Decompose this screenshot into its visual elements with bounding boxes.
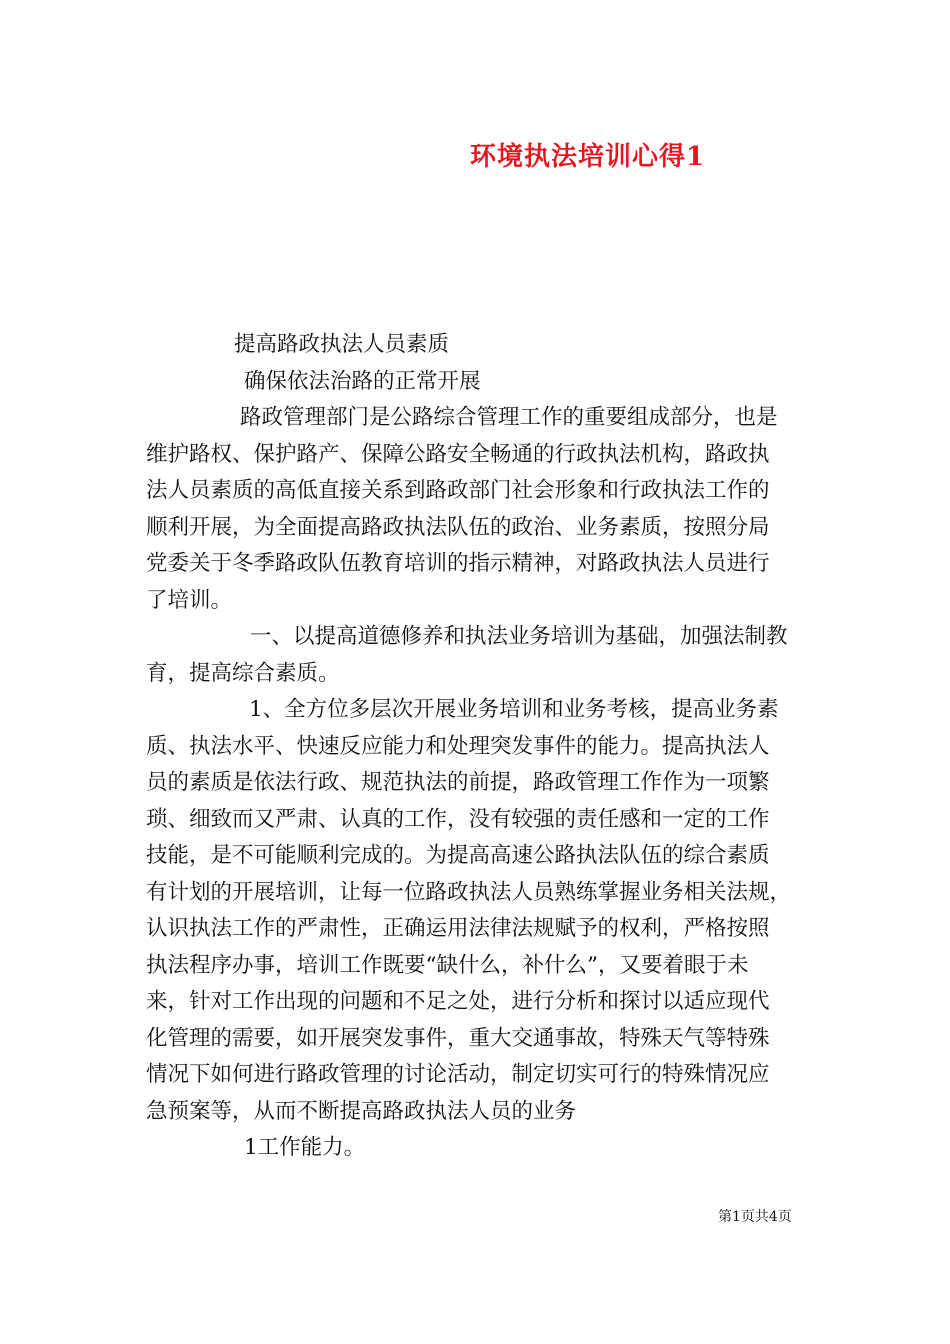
paragraph-4-line: 1工作能力。 (244, 1135, 366, 1160)
paragraph-1-line: 法人员素质的高低直接关系到路政部门社会形象和行政执法工作的 (146, 478, 770, 503)
document-body (146, 327, 806, 1167)
paragraph-3-line: 来，针对工作出现的问题和不足之处，进行分析和探讨以适应现代 (146, 989, 770, 1014)
paragraph-3-line: 有计划的开展培训，让每一位路政执法人员熟练掌握业务相关法规， (146, 879, 792, 905)
paragraph-3-line: 员的素质是依法行政、规范执法的前提，路政管理工作作为一项繁 (146, 770, 770, 795)
paragraph-1-line: 路政管理部门是公路综合管理工作的重要组成部分，也是 (240, 405, 778, 430)
paragraph-2-line: 育，提高综合素质。 (146, 660, 340, 686)
paragraph-3-line: 化管理的需要，如开展突发事件，重大交通事故，特殊天气等特殊 (146, 1025, 770, 1051)
paragraph-1-line: 党委关于冬季路政队伍教育培训的指示精神，对路政执法人员进行 (146, 551, 770, 576)
paragraph-3-line: 执法程序办事，培训工作既要“缺什么，补什么”，又要着眼于未 (146, 952, 749, 978)
document-title: 环境执法培训心得1 (470, 142, 706, 172)
subtitle-line-1: 提高路政执法人员素质 (234, 332, 450, 357)
paragraph-2-line: 一、以提高道德修养和执法业务培训为基础，加强法制教 (250, 624, 788, 649)
paragraph-3-line: 琐、细致而又严肃、认真的工作，没有较强的责任感和一定的工作 (146, 806, 770, 832)
paragraph-3-line: 急预案等，从而不断提高路政执法人员的业务 (146, 1098, 577, 1124)
paragraph-3-line: 质、执法水平、快速反应能力和处理突发事件的能力。提高执法人 (146, 733, 770, 759)
paragraph-3-line: 认识执法工作的严肃性，正确运用法律法规赋予的权利，严格按照 (146, 916, 770, 941)
paragraph-3-line: 情况下如何进行路政管理的讨论活动，制定切实可行的特殊情况应 (146, 1062, 770, 1087)
paragraph-1-line: 了培训。 (146, 587, 233, 613)
paragraph-1-line: 顺利开展，为全面提高路政执法队伍的政治、业务素质，按照分局 (146, 514, 770, 540)
subtitle-line-2: 确保依法治路的正常开展 (244, 368, 481, 394)
page-number-footer: 第1页共4页 (718, 1209, 792, 1225)
paragraph-3-line: 1、全方位多层次开展业务培训和业务考核，提高业务素 (249, 697, 779, 722)
paragraph-1-line: 维护路权、保护路产、保障公路安全畅通的行政执法机构，路政执 (146, 441, 770, 467)
paragraph-3-line: 技能，是不可能顺利完成的。为提高高速公路执法队伍的综合素质 (146, 843, 770, 868)
